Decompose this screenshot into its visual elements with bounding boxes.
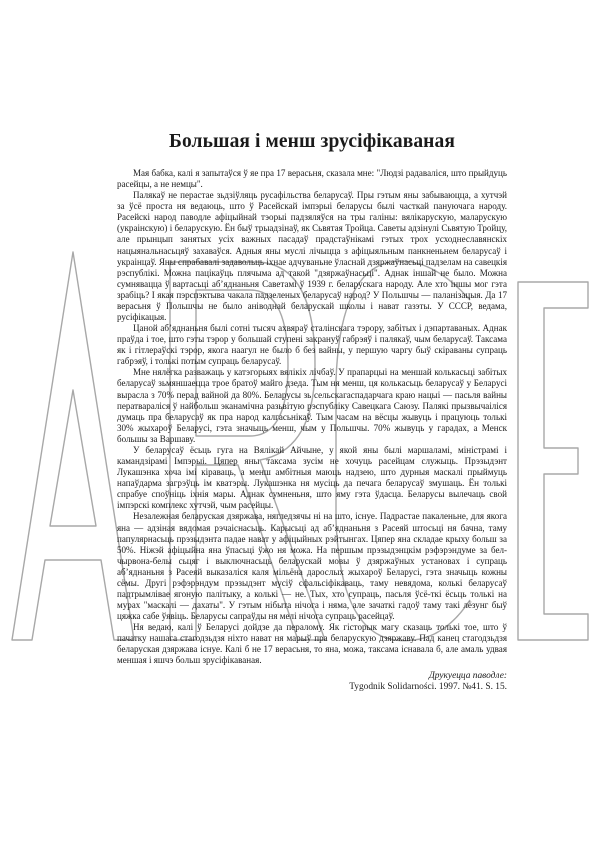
article [117,130,507,694]
paragraph-2: Палякаў не перастае зьдзіўляць русафільства беларусаў. Пры гэтым яны забываюцца, а хутчэй за ўсё проста ня ведаюць, што ў Расейскай імпэрыі беларусы былі часткай пануючага народу. Расейскі народ паводле афіцыйнай тэорыі падзяляўся на тры галіны: вялікарускую, маларускую (украінскую) і беларускую. Ён быў трыадзінаў, як Сьвятая Тройца. Саветы адзінулі Сьвятую Тройцу, але прынцып занятых усіх важных пасадаў прадстаўнікамі гэтых трох усходнеславянскіх нацыянальнасьцяў захаваўся. Адныя яны муслі лічыцца з афіцыяльным панкненьнем беларусаў і украінцаў. Яны спрабавалі задавольць іхнае адчуваньне ўласнай дзяржаўнасьці падзелам на савецкія рэспублікі. Можна пацікаўць плячыма ад такой "дзяржаўнасьці". Аднак іншай не было. Можна сумнявацца ў вартасьці аб’яднаньня Саветамі ў 1939 г. беларускага народу. Але хто іншы мог гэта зрабіць? І якая пэрспэктыва чакала падзеленых беларусаў народ? У Польшчы — паланізацыя. Да 17 верасьня ў Польшчы не было аніводнай беларускай школы і нават газэты. У СССР, ведама, русіфікацыя. [117,190,507,323]
article-title: Большая і менш зрусіфікаваная [168,131,456,152]
source-note [117,671,507,694]
watermark-letter-e [518,282,588,640]
paragraph-6: Незалежная беларуская дзяржава, нягледзячы ні на што, існуе. Падрастае пакаленьне, для якога яна — адзіная вядомая рэчаіснасьць. Карысьці ад аб’яднаньня з Расеяй штосьці ня бачна, таму папулярнасьць прэзыдэнта падае нават у афіцыйных рэйтынгах. Цяпер яна складае крыху больш за 50%. Ніжэй афіцыйна яна ўпасьці ўжо ня можа. На першым прэзыдэнцкім рэфэрэндуме за бел-чырвона-белы сьцяг і выключнасьць беларускай мовы ў дзяржаўных установах і супраць аб’яднаньня з Расеяй выказаліся каля мільёна дарослых жыхароў Беларусі, гэта значыць кожны сёмы. Другі рэфэрэндум прэзыдэнт мусіў сфальсіфікаваць, таму невядома, колькі беларусаў падтрымлівае ягоную палітыку, а колькі — не. Тых, хто супраць, пасьля ўсё-ткі ёсьць толькі на мурах "маскалі — дахаты". У гэтым нібыта нічога і няма, але зачаткі гадоў таму такі лёзунг быў цяжка сабе ўявіць. Беларусы сапраўды ня мелі нічога супраць расейцаў. [117,511,507,622]
paragraph-5: У беларусаў ёсьць гуга на Вялікай Айчыне, у якой яны былі маршаламі, міністрамі і камандзірамі Імпэрыі. Цяпер яны таксама зусім не хочуць расейцам служыць. Прэзыдэнт Лукашэнка хоча імі кіраваць, а менш амбітныя маюць надзею, што дурныя маскалі прыймуць напаўдарма загрэўць ім кватэры. Лукашэнка ня мусіць да печага беларусаў змушаць. Ён толькі спрабуе споўніць іхнія мары. Аднак сумненьня, што яму гэта ўдасца. Беларусы вылечаць свой імпэрскі комплекс хутчэй, чым расейцы. [117,444,507,511]
paragraph-7: Ня ведаю, калі ў Беларусі дойдзе да пераломy. Як гісторык магу сказаць толькі тое, што ў пачатку нашага стагодзьдзя ніхто нават ня марыў пра беларускую дзяржаву. Пад канец стагодзьдзя беларуская дзяржава існуе. Калі б не 17 верасьня, то яна, можа, таксама існавала б, але амаль удвая меншая і яшчэ больш зрусіфікаваная. [117,622,507,666]
article-body [117,168,507,667]
paragraph-1: Мая бабка, калі я запытаўся ў яе пра 17 верасьня, сказала мне: "Людзі радаваліся, што прыйдуць расейцы, а не немцы". [117,168,507,190]
paragraph-3: Цаной аб’яднаньня былі сотні тысяч ахвяраў сталінскага тэрору, забітых і дэпартаваных. Аднак праўда і тое, што гэты тэрор у большай ступені закрануў габрэяў і палякаў, чым беларусаў. Таксама як і гітлераўскі тэрор, якога наагул не было б без вайны, у першую чаргу быў скіраваны супраць габрэяў, і толькі потым супраць беларусаў. [117,323,507,367]
paragraph-4: Мне нялёгка разважаць у катэгорыях вялікіх лічбаў. У прапарцыі на меншай колькасьці забітых беларусаў зьмяншаецца трое братоў майго дзеда. Тым ня менш, ця колькасьць беларусаў у Беларусі вырасла з 70% перад вайной да 80%. Беларусы зь сельскагаспадарчага краю нацыі — пасьля вайны ператвараліся ў найбольш эканамічна разьвітую рэспубліку Савецкага Саюзу. Палякі прызвычаіліся думаць пра беларусаў як пра народ калгасьнікаў. Тым часам на вёсцы жывуць і працуюць толькі 30% жыхароў Беларусі, гэта значыць менш, чым у Польшчы. 70% жывуць у гарадах, а Менск большы за Варшаву. [117,367,507,444]
source-citation: Tygodnik Solidarności. 1997. №41. S. 15. [349,682,507,693]
source-label: Друкуецца паводле: [428,670,507,681]
watermark-letter-a [12,252,134,640]
